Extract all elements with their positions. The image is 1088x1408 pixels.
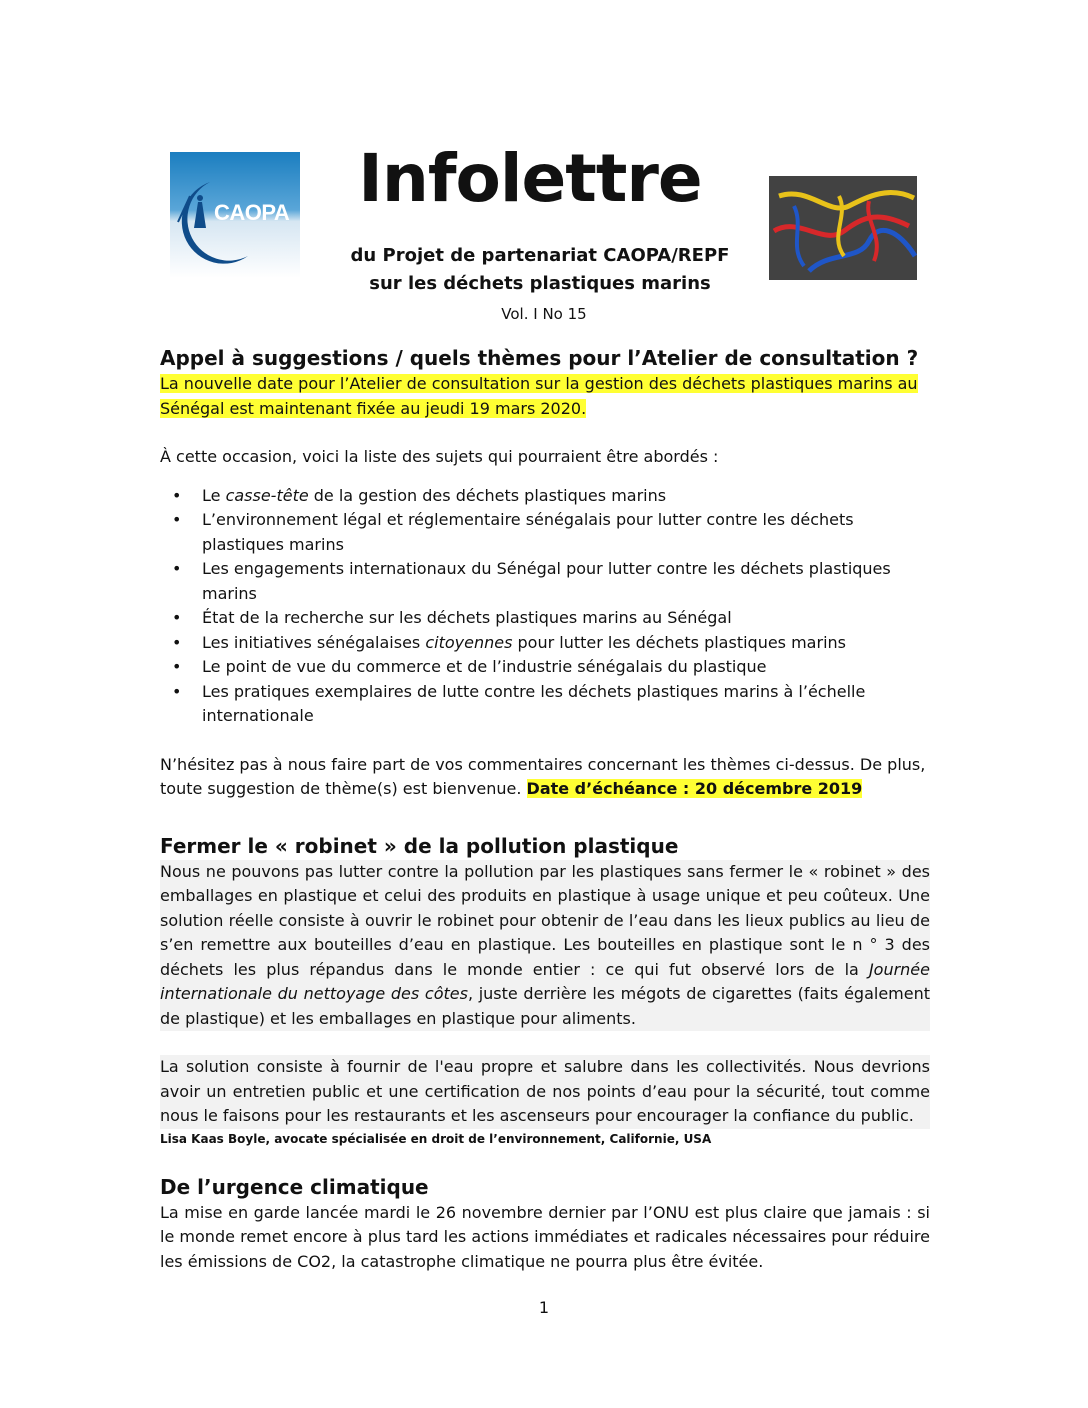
subtitle-line-2: sur les déchets plastiques marins xyxy=(369,273,711,294)
section2-paragraph-1: Nous ne pouvons pas lutter contre la pollution par les plastiques sans fermer le « robinet » des emballages en plastique et celui des produits en plastique à usage unique et peu coûteux. Une solution réelle consiste à ouvrir le robinet pour obtenir de l’eau dans les lieux publics au lieu de s’en remettre aux bouteilles d’eau en plastique. Les bouteilles en plastique sont le n ° 3 des déchets les plus répandus dans le monde entier : ce qui fut observé lors de la Journée internationale du nettoyage des côtes, juste derrière les mégots de cigarettes (faits également de plastique) et les emballages en plastique pour aliments. xyxy=(160,860,930,1032)
section3-heading: De l’urgence climatique xyxy=(160,1174,429,1199)
logo-text: CAOPA xyxy=(214,200,290,225)
deadline-highlight: Date d’échéance : 20 décembre 2019 xyxy=(526,779,863,798)
newsletter-body xyxy=(160,344,930,1274)
bullet-icon: • xyxy=(172,510,182,529)
page-number: 1 xyxy=(538,1298,550,1317)
topics-list xyxy=(160,484,930,729)
section1-closing: N’hésitez pas à nous faire part de vos commentaires concernant les thèmes ci-dessus. De plus, toute suggestion de thème(s) est bienvenue. Date d’échéance : 20 décembre 2019 xyxy=(160,754,926,798)
section2-heading: Fermer le « robinet » de la pollution plastique xyxy=(160,833,679,858)
list-item: • Les engagements internationaux du Sénégal pour lutter contre les déchets plastiques marins xyxy=(172,559,891,603)
section3-paragraph: La mise en garde lancée mardi le 26 novembre dernier par l’ONU est plus claire que jamais : si le monde remet encore à plus tard les actions immédiates et radicales nécessaires pour réduire les émissions de CO2, la catastrophe climatique ne pourra plus être évitée. xyxy=(160,1202,930,1271)
bullet-icon: • xyxy=(172,632,182,652)
section1-heading: Appel à suggestions / quels thèmes pour l’Atelier de consultation ? xyxy=(160,346,919,370)
list-item: • Le casse-tête de la gestion des déchets plastiques marins xyxy=(160,484,930,509)
newsletter-subtitle xyxy=(320,242,760,298)
list-item: • État de la recherche sur les déchets plastiques marins au Sénégal xyxy=(160,606,930,631)
bullet-icon: • xyxy=(172,681,182,701)
subtitle-line-1: du Projet de partenariat CAOPA/REPF xyxy=(350,245,730,266)
volume-number: Vol. I No 15 xyxy=(501,305,587,323)
bullet-icon: • xyxy=(172,559,182,578)
bullet-icon: • xyxy=(172,608,182,627)
list-item: • L’environnement légal et réglementaire sénégalais pour lutter contre les déchets plastiques marins xyxy=(172,510,854,554)
knotted-ropes-image xyxy=(769,176,917,280)
section1-intro: À cette occasion, voici la liste des sujets qui pourraient être abordés : xyxy=(160,447,719,466)
list-item: • Le point de vue du commerce et de l’industrie sénégalais du plastique xyxy=(160,655,930,680)
newsletter-title: Infolettre xyxy=(358,140,702,217)
bullet-icon: • xyxy=(172,485,182,505)
section2-paragraph-2: La solution consiste à fournir de l'eau propre et salubre dans les collectivités. Nous devrions avoir un entretien public et une certification de nos points d’eau pour la sécurité, tout comme nous le faisons pour les restaurants et les ascenseurs pour encourager la confiance du public. xyxy=(160,1055,930,1129)
list-item: • Les pratiques exemplaires de lutte contre les déchets plastiques marins à l’échelle internationale xyxy=(172,681,866,725)
caopa-logo xyxy=(170,152,300,278)
highlighted-date-notice: La nouvelle date pour l’Atelier de consultation sur la gestion des déchets plastiques marins au Sénégal est maintenant fixée au jeudi 19 mars 2020. xyxy=(160,374,918,418)
section1-highlight xyxy=(160,372,930,421)
list-item: • Les initiatives sénégalaises citoyennes pour lutter les déchets plastiques marins xyxy=(160,631,930,656)
bullet-icon: • xyxy=(172,657,182,676)
quote-credit: Lisa Kaas Boyle, avocate spécialisée en droit de l’environnement, Californie, USA xyxy=(160,1131,712,1146)
